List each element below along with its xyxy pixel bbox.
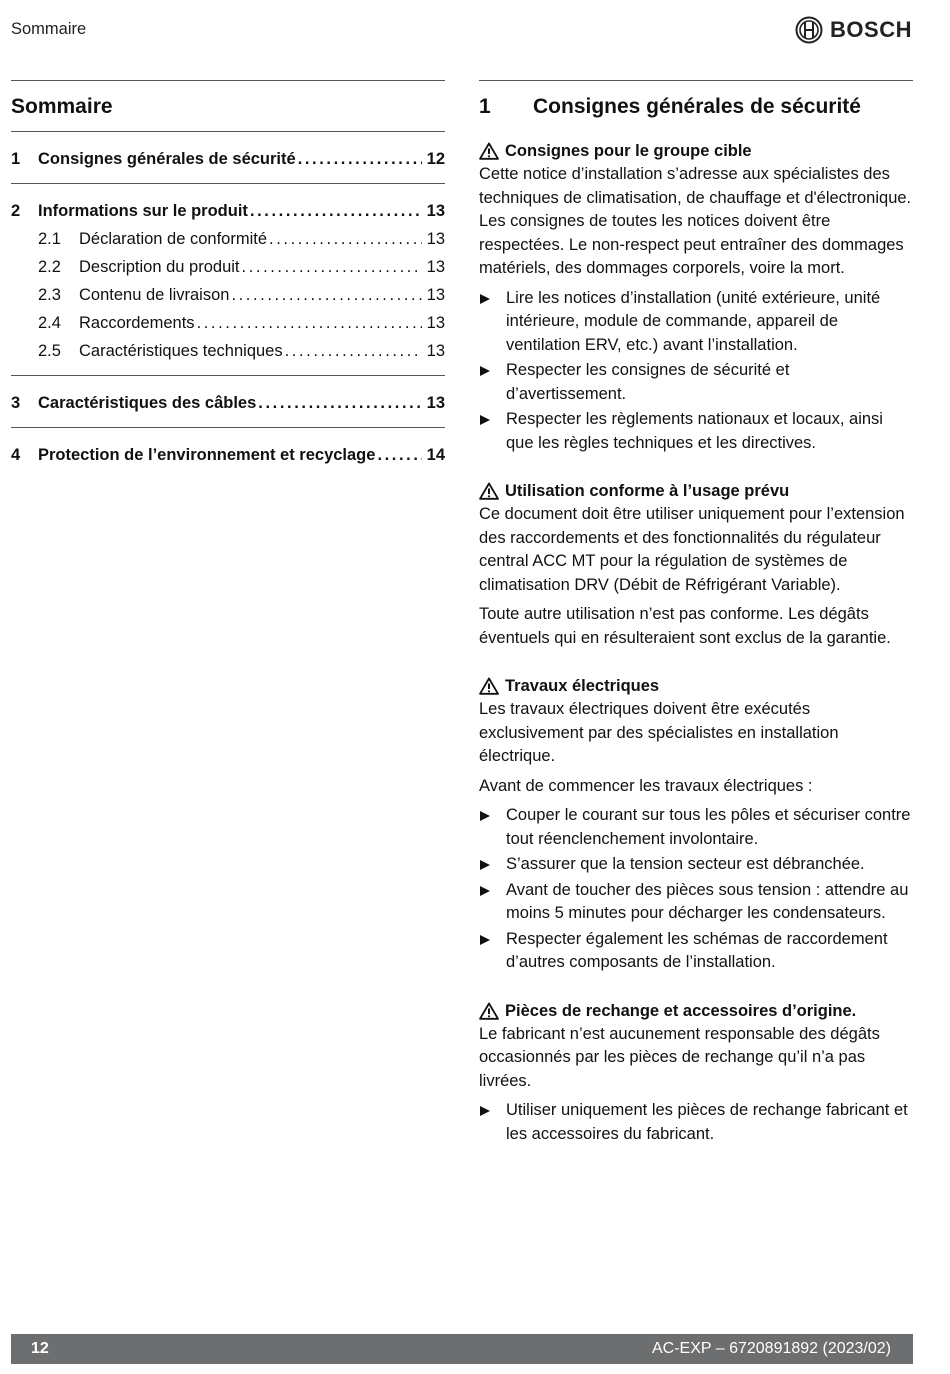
instruction-text: Lire les notices d’installation (unité extérieure, unité intérieure, module de commande, appareil de ventilation ERV, etc.) avant l’installation. <box>506 288 881 354</box>
toc-body <box>11 132 445 479</box>
bullet-triangle-icon <box>480 1106 490 1116</box>
toc-entry-page: 13 <box>426 202 445 220</box>
toc-entry <box>11 441 445 469</box>
toc-leader-dots <box>298 145 422 173</box>
instruction-item <box>479 804 913 851</box>
toc-section <box>11 428 445 479</box>
toc-entry-page: 12 <box>426 150 445 168</box>
page-footer <box>11 1334 913 1364</box>
chapter-number: 1 <box>479 95 491 118</box>
toc-entry-title: Caractéristiques des câbles <box>38 394 257 412</box>
bullet-triangle-icon <box>480 415 490 425</box>
toc-leader-dots <box>258 389 422 417</box>
warning-triangle-icon <box>479 1002 499 1020</box>
paragraph: Le fabricant n’est aucunement responsable des dégâts occasionnés par les pièces de rechange qu’il n’a pas livrées. <box>479 1024 880 1090</box>
toc-entry-number: 2 <box>11 202 21 220</box>
page-header-title: Sommaire <box>11 20 87 38</box>
toc-subentry-page: 13 <box>426 230 445 248</box>
toc-subentry-number: 2.3 <box>38 286 61 304</box>
toc-leader-dots <box>231 281 422 309</box>
section-heading <box>479 999 913 1023</box>
section-spacer <box>479 981 913 989</box>
bullet-triangle-icon <box>480 935 490 945</box>
toc-section <box>11 376 445 428</box>
toc-subentry <box>11 281 445 309</box>
section-heading-text: Utilisation conforme à l’usage prévu <box>505 482 790 500</box>
toc-leader-dots <box>197 309 422 337</box>
toc-subentry-title: Contenu de livraison <box>79 286 230 304</box>
section-heading <box>479 479 913 503</box>
paragraph: Avant de commencer les travaux électriques : <box>479 776 813 795</box>
toc-leader-dots <box>377 441 422 469</box>
bullet-triangle-icon <box>480 886 490 896</box>
instruction-item <box>479 928 913 975</box>
toc-subentry-page: 13 <box>426 342 445 360</box>
footer-doc-reference: AC-EXP – 6720891892 (2023/02) <box>652 1340 891 1357</box>
toc-entry-number: 3 <box>11 394 21 412</box>
instruction-list <box>479 287 913 456</box>
toc-subentry-page: 13 <box>426 314 445 332</box>
instruction-text: Utiliser uniquement les pièces de rechange fabricant et les accessoires du fabricant. <box>506 1101 908 1143</box>
instruction-text: Respecter les règlements nationaux et locaux, ainsi que les règles techniques et les directives. <box>506 410 883 452</box>
brand-name: BOSCH <box>830 17 912 42</box>
bullet-triangle-icon <box>480 294 490 304</box>
instruction-item <box>479 853 913 877</box>
instruction-text: Couper le courant sur tous les pôles et sécuriser contre tout réenclenchement involontaire. <box>506 806 911 848</box>
section-heading <box>479 674 913 698</box>
toc-leader-dots <box>269 225 422 253</box>
toc-subentry-title: Description du produit <box>79 258 240 276</box>
chapter-heading <box>479 81 913 129</box>
toc-subentry-page: 13 <box>426 258 445 276</box>
bullet-triangle-icon <box>480 366 490 376</box>
toc-leader-dots <box>285 337 422 365</box>
toc-subentry-number: 2.2 <box>38 258 61 276</box>
toc-title: Sommaire <box>11 81 445 132</box>
warning-triangle-icon <box>479 677 499 695</box>
paragraph: Toute autre utilisation n’est pas conforme. Les dégâts éventuels qui en résulteraient sont exclus de la garantie. <box>479 605 891 647</box>
footer-page-number: 12 <box>31 1340 49 1357</box>
toc-subentry-number: 2.4 <box>38 314 61 332</box>
toc-entry-number: 1 <box>11 150 21 168</box>
toc-subentry-page: 13 <box>426 286 445 304</box>
toc-entry <box>11 389 445 417</box>
toc-leader-dots <box>250 197 422 225</box>
instruction-item <box>479 1099 913 1146</box>
section-spacer <box>479 656 913 664</box>
instruction-item <box>479 879 913 926</box>
toc-subentry-title: Déclaration de conformité <box>79 230 268 248</box>
bullet-triangle-icon <box>480 860 490 870</box>
toc-section <box>11 132 445 184</box>
warning-triangle-icon <box>479 482 499 500</box>
toc-subentry <box>11 309 445 337</box>
instruction-text: S’assurer que la tension secteur est débranchée. <box>506 855 865 873</box>
chapter-safety <box>479 80 913 1152</box>
instruction-list <box>479 1099 913 1146</box>
toc-leader-dots <box>242 253 422 281</box>
paragraph: Cette notice d’installation s’adresse aux spécialistes des techniques de climatisation, de chauffage et d'électronique. Les consignes de toutes les notices doivent être respectées. Le non-respect peut entraîner des dommages matériels, des dommages corporels, voire la mort. <box>479 165 912 277</box>
toc-entry-number: 4 <box>11 446 21 464</box>
instruction-item <box>479 408 913 455</box>
toc-subentry <box>11 337 445 365</box>
instruction-item <box>479 359 913 406</box>
section-heading-text: Consignes pour le groupe cible <box>505 142 752 160</box>
instruction-text: Respecter également les schémas de raccordement d’autres composants de l’installation. <box>506 929 888 971</box>
toc-section <box>11 184 445 376</box>
bullet-triangle-icon <box>480 811 490 821</box>
instruction-text: Respecter les consignes de sécurité et d’avertissement. <box>506 361 790 403</box>
toc-subentry <box>11 253 445 281</box>
chapter-body <box>479 139 913 1146</box>
section-heading <box>479 139 913 163</box>
toc-entry-page: 13 <box>426 394 445 412</box>
instruction-list <box>479 804 913 975</box>
warning-triangle-icon <box>479 142 499 160</box>
toc-subentry <box>11 225 445 253</box>
paragraph: Ce document doit être utiliser uniquement pour l’extension des raccordements et des fonctionnalités du régulateur central ACC MT pour la régulation de systèmes de climatisation DRV (Débit de Réfrigérant Variable). <box>479 505 905 594</box>
toc-entry-title: Consignes générales de sécurité <box>38 150 296 168</box>
section-heading-text: Travaux électriques <box>505 677 660 695</box>
toc-entry-title: Informations sur le produit <box>38 202 248 220</box>
toc-entry <box>11 197 445 225</box>
brand-logo <box>795 16 912 44</box>
instruction-text: Avant de toucher des pièces sous tension : attendre au moins 5 minutes pour décharger les condensateurs. <box>506 880 909 922</box>
toc-subentry-title: Raccordements <box>79 314 195 332</box>
toc-subentry-number: 2.1 <box>38 230 61 248</box>
toc-subentry-number: 2.5 <box>38 342 61 360</box>
toc-entry-page: 14 <box>426 446 445 464</box>
section-spacer <box>479 461 913 469</box>
toc-entry <box>11 145 445 173</box>
instruction-item <box>479 287 913 358</box>
chapter-title: Consignes générales de sécurité <box>533 95 861 118</box>
section-heading-text: Pièces de rechange et accessoires d’origine. <box>505 1001 857 1020</box>
toc-entry-title: Protection de l’environnement et recyclage <box>38 446 376 464</box>
bosch-armature-icon <box>795 16 823 44</box>
paragraph: Les travaux électriques doivent être exécutés exclusivement par des spécialistes en installation électrique. <box>479 700 839 765</box>
table-of-contents <box>11 80 445 479</box>
toc-subentry-title: Caractéristiques techniques <box>79 342 283 360</box>
